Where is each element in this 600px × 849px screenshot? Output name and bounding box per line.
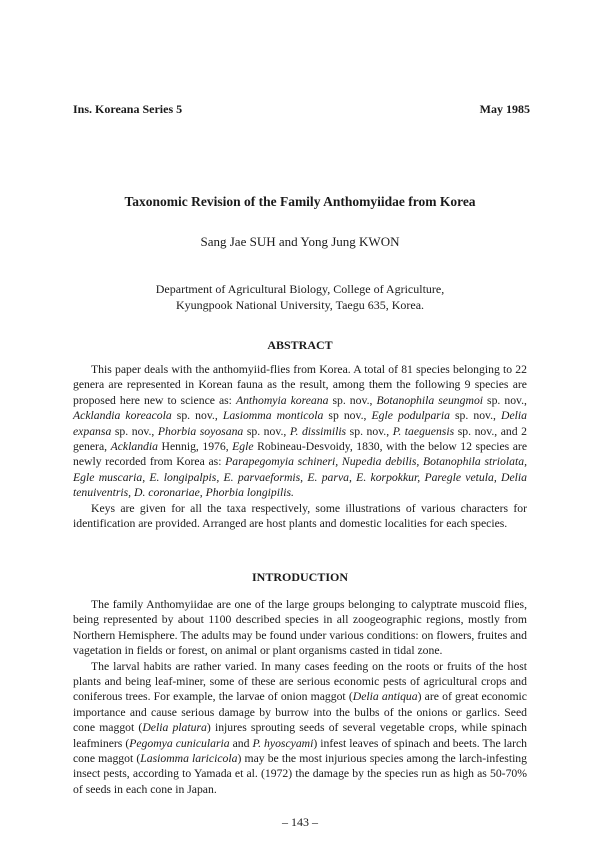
introduction-heading: INTRODUCTION xyxy=(251,570,348,584)
text-run: and xyxy=(229,736,253,750)
taxon-name: Acklandia koreacola xyxy=(73,409,172,423)
introduction-paragraph: The family Anthomyiidae are one of the large groups belonging to calyptrate muscoid flies, being represented by about 1100 described species in all zoogeographic regions, mostly from Northern Hemisphere. The adults may be found under various conditions: on flowers, fruites and vagetation in fields or forest, on animal or plant organisms casted in tidal zone. xyxy=(73,598,527,658)
text-run: sp. nov., and 2 genera, xyxy=(73,424,527,454)
taxon-name: Delia expansa xyxy=(73,409,527,438)
author-affiliation xyxy=(0,281,600,313)
text-run: sp. nov., xyxy=(243,424,290,438)
text-run: sp. nov., xyxy=(328,393,377,407)
text-run: sp nov., xyxy=(323,409,372,423)
page-number: – 143 – xyxy=(282,815,318,829)
text-run: Robineau-Desvoidy, 1830, with the below 12 species are newly recorded from Korea as: xyxy=(73,440,528,469)
text-run: sp. nov., xyxy=(171,409,223,423)
abstract-body xyxy=(73,362,527,531)
abstract-heading: ABSTRACT xyxy=(267,338,333,352)
text-run: sp. nov., xyxy=(483,393,527,407)
paper-title: Taxonomic Revision of the Family Anthomyiidae from Korea xyxy=(124,194,476,209)
paper-authors: Sang Jae SUH and Yong Jung KWON xyxy=(200,234,400,249)
text-run: sp. nov., xyxy=(346,424,393,438)
abstract-paragraph: Keys are given for all the taxa respectively, some illustrations of various characters for identification are provided. Arranged are host plants and domestic localities for each species. xyxy=(73,501,527,531)
affiliation-line: Kyungpook National University, Taegu 635, Korea. xyxy=(175,298,425,312)
taxon-name: Botanophila seungmoi xyxy=(376,393,484,407)
taxon-name: Acklandia xyxy=(110,440,158,454)
text-run: ) are of great economic importance and cause serious damage by burrow into the bulbs of the onions or garlics. Seed cone maggot ( xyxy=(73,690,527,735)
running-header-date: May 1985 xyxy=(479,102,530,116)
taxon-name: Egle xyxy=(232,440,254,454)
text-run: ) may be the most injurious species among the larch-infesting insect pests, according to Yamada et al. (1972) the damage by the species run as high as 50-70% of seeds in each cone in Japan. xyxy=(73,752,527,796)
taxon-name: P. dissimilis xyxy=(289,424,347,438)
taxon-name: P. taeguensis xyxy=(392,424,455,438)
taxon-name: P. hyoscyami xyxy=(252,736,314,750)
taxon-name: Parapegomyia schineri, Nupedia debilis, Botanophila striolata, Egle muscaria, E. longipalpis, E. parvaeformis, E. parva, E. korpokkur, Paregle vetula, Delia tenuiventris, D. coronariae, Phorbia longipilis. xyxy=(73,455,527,500)
taxon-name: Anthomyia koreana xyxy=(235,393,329,407)
introduction-paragraph xyxy=(73,659,527,798)
text-run: Hennig, 1976, xyxy=(157,440,233,454)
text-run: The larval habits are rather varied. In many cases feeding on the roots or fruits of the host plants and being leaf-miner, some of these are serious economic pests of agricultural crops and coniferous trees. For example, the larvae of onion maggot ( xyxy=(73,659,527,704)
taxon-name: Delia antiqua xyxy=(352,690,418,704)
taxon-name: Egle podulparia xyxy=(371,409,450,423)
text-run: This paper deals with the anthomyiid-flies from Korea. A total of 81 species belonging to 22 genera are represented in Korean fauna as the result, among them the following 9 species are proposed here new to science as: xyxy=(73,363,527,407)
text-run: ) infest leaves of spinach and beets. The larch cone maggot ( xyxy=(73,736,528,766)
running-header-series: Ins. Koreana Series 5 xyxy=(73,102,183,116)
text-run: sp. nov., xyxy=(111,424,158,438)
introduction-body xyxy=(73,597,527,797)
text-run: ) injures sprouting seeds of several vegetable crops, while spinach leafminers ( xyxy=(73,721,528,750)
affiliation-line: Department of Agricultural Biology, College of Agriculture, xyxy=(155,282,445,296)
taxon-name: Lasiomma laricicola xyxy=(140,752,238,766)
taxon-name: Pegomya cunicularia xyxy=(129,736,230,750)
taxon-name: Delia platura xyxy=(142,721,207,735)
taxon-name: Lasiomma monticola xyxy=(222,409,324,423)
taxon-name: Phorbia soyosana xyxy=(157,424,244,438)
abstract-paragraph xyxy=(73,362,527,501)
text-run: sp. nov., xyxy=(449,409,502,423)
